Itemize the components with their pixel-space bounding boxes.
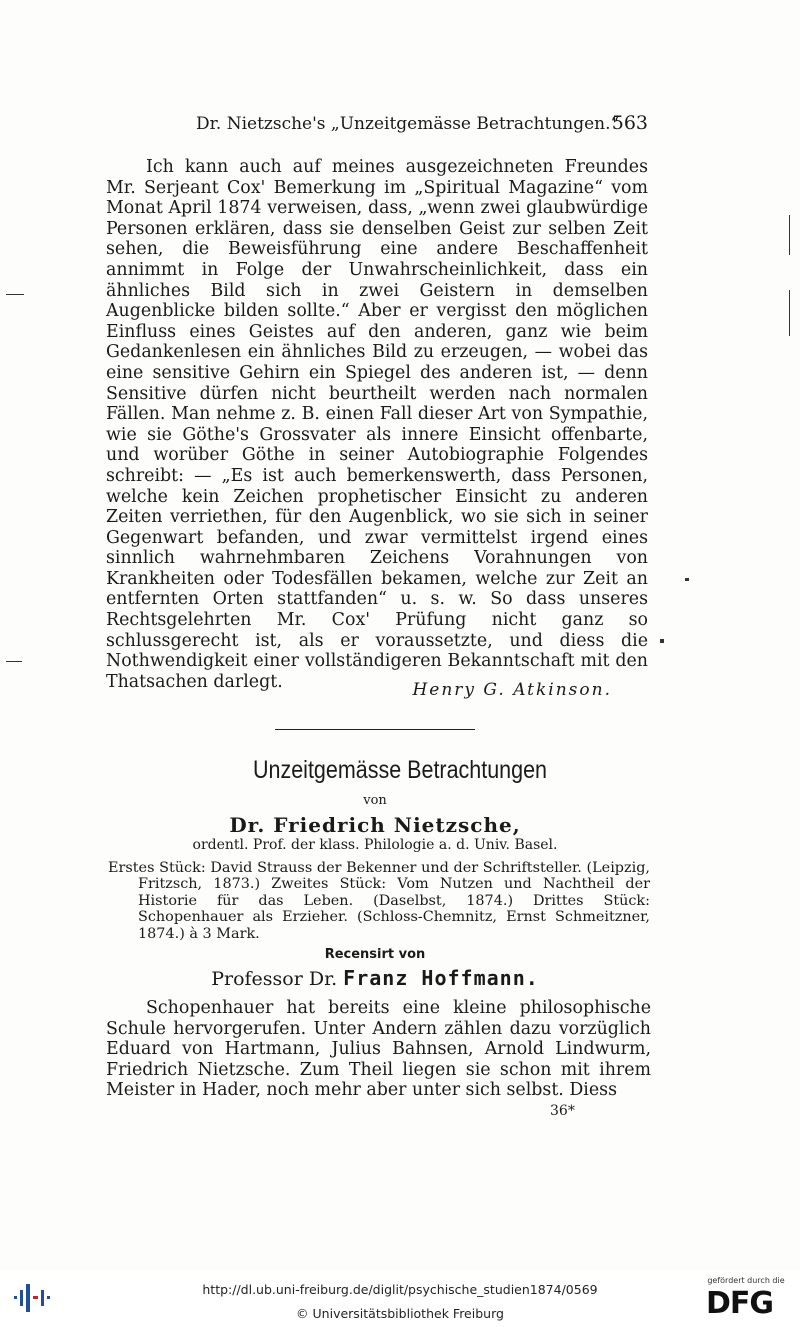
- dfg-wordmark: DFG: [706, 1286, 774, 1321]
- author-name: Dr. Friedrich Nietzsche,: [229, 813, 521, 837]
- review-von: von: [363, 793, 387, 808]
- letter-signature: Henry G. Atkinson.: [412, 680, 612, 700]
- recensirt-von: Recensirt von: [324, 947, 426, 962]
- running-title: Dr. Nietzsche's „Unzeitgemässe Betrachtungen.“: [196, 114, 620, 134]
- reviewer-name: Franz Hoffmann.: [343, 966, 539, 990]
- page-footer: [0, 1270, 800, 1327]
- section-divider: [275, 729, 475, 730]
- letter-paragraph: Ich kann auch auf meines ausgezeichneten Freundes Mr. Serjeant Cox' Bemerkung im „Spiritual Magazine“ vom Monat April 1874 verweisen, dass, „wenn zwei glaubwürdige Personen erklären, dass sie denselben Geist zur selben Zeit sehen, die Beweisführung eine andere Beschaffenheit annimmt in Folge der Unwahrscheinlichkeit, dass ein ähnliches Bild sich in zwei Geistern in demselben Augenblicke bilden sollte.“ Aber er vergisst den möglichen Einfluss eines Geistes auf den anderen, ganz wie beim Gedankenlesen ein ähnliches Bild zu erzeugen, — wobei das eine sensitive Gehirn ein Spiegel des anderen ist, — denn Sensitive dürfen nicht beurtheilt werden nach normalen Fällen. Man nehme z. B. einen Fall dieser Art von Sympathie, wie sie Göthe's Grossvater als innere Einsicht offenbarte, und worüber Göthe in seiner Autobiographie Folgendes schreibt: — „Es ist auch bemerkenswerth, dass Personen, welche kein Zeichen prophetischer Einsicht zu anderen Zeiten verriethen, für den Augenblick, wo sie sich in seiner Gegenwart befanden, und zwar vermittelst irgend eines sinnlich wahrnehmbaren Zeichens Vorahnungen von Krankheiten oder Todesfällen bekamen, welche zur Zeit an entfernten Orten stattfanden“ u. s. w. So dass unseres Rechtsgelehrten Mr. Cox' Prüfung nicht ganz so schlussgerecht ist, als er voraussetzte, und diess die Nothwendigkeit einer vollständigeren Bekanntschaft mit den Thatsachen darlegt.: [106, 157, 648, 692]
- page-header: [196, 114, 648, 140]
- review-text: [106, 998, 651, 1101]
- author-affiliation: ordentl. Prof. der klass. Philologie a. d. Univ. Basel.: [192, 837, 558, 853]
- sheet-signature: 36*: [550, 1103, 575, 1119]
- bibliography-entry: Erstes Stück: David Strauss der Bekenner und der Schriftsteller. (Leipzig, Fritzsch, 1873.) Zweites Stück: Vom Nutzen und Nachtheil der Historie für das Leben. (Daselbst, 1874.) Drittes Stück: Schopenhauer als Erzieher. (Schloss-Chemnitz, Ernst Schmeitzner, 1874.) à 3 Mark.: [108, 860, 650, 942]
- copyright-notice: © Universitätsbibliothek Freiburg: [296, 1306, 504, 1321]
- review-title: Unzeitgemässe Betrachtungen: [252, 756, 548, 784]
- letter-text: [106, 157, 648, 692]
- review-paragraph: Schopenhauer hat bereits eine kleine philosophische Schule hervorgerufen. Unter Andern zählen dazu vorzüglich Eduard von Hartmann, Julius Bahnsen, Arnold Lindwurm, Friedrich Nietzsche. Zum Theil liegen sie schon mit ihrem Meister in Hader, noch mehr aber unter sich selbst. Diess: [106, 998, 651, 1101]
- page-number: 563: [611, 112, 648, 134]
- bibliography: [108, 860, 650, 942]
- dfg-caption: gefördert durch die: [707, 1276, 785, 1285]
- review-author: [0, 813, 750, 837]
- page-url-link[interactable]: http://dl.ub.uni-freiburg.de/diglit/psychische_studien1874/0569: [202, 1282, 598, 1297]
- reviewer-line: [0, 966, 750, 990]
- dfg-logo: [702, 1276, 790, 1322]
- reviewer-prefix: Professor Dr.: [211, 968, 338, 990]
